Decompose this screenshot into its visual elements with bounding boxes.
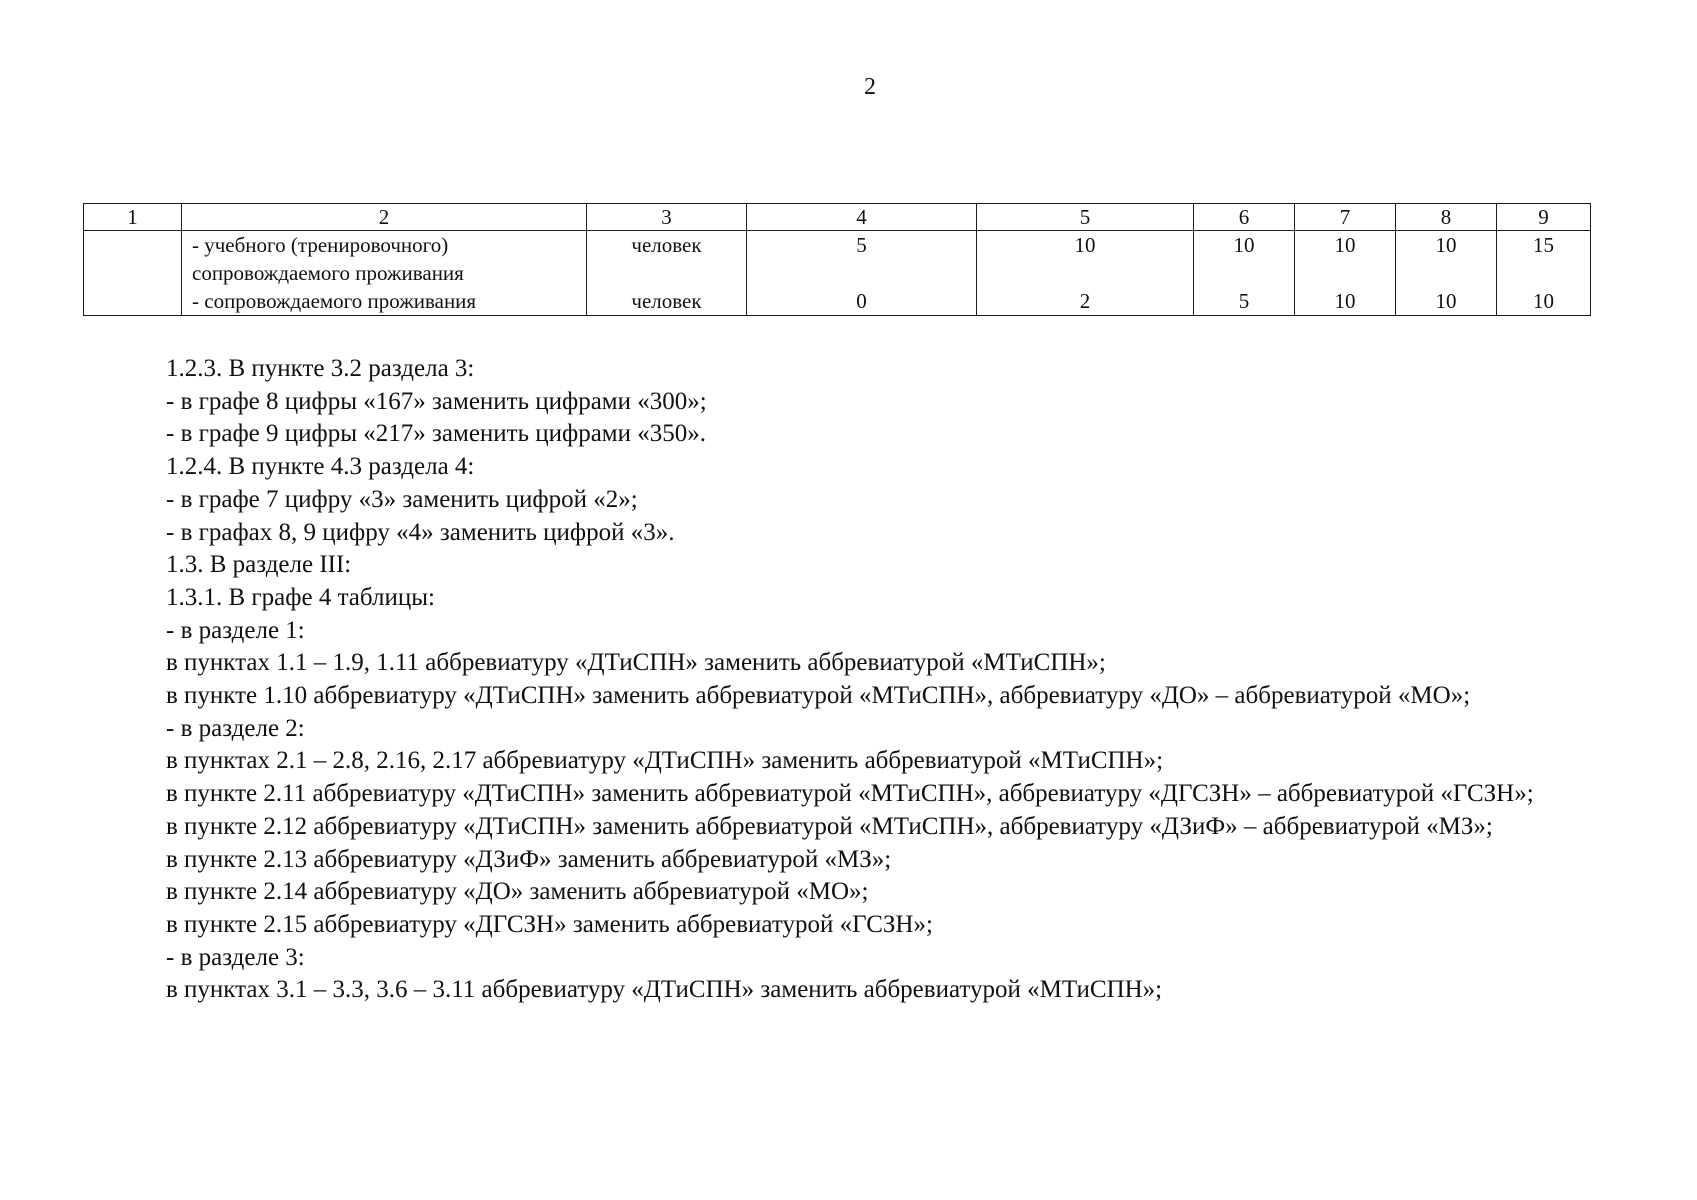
table-header-cell: 2 bbox=[182, 204, 587, 231]
table-header-row bbox=[84, 204, 1591, 231]
table-header-cell: 1 bbox=[84, 204, 182, 231]
paragraph: - в графах 8, 9 цифру «4» заменить цифрой «3». bbox=[166, 518, 675, 546]
table-cell-value bbox=[1396, 231, 1497, 288]
table-cell-label bbox=[182, 287, 587, 316]
value-text: 5 bbox=[1238, 289, 1250, 313]
value-text: 10 bbox=[1533, 289, 1554, 313]
value-text: 0 bbox=[856, 289, 867, 313]
table-cell-value bbox=[747, 287, 977, 316]
table-header-cell: 7 bbox=[1295, 204, 1396, 231]
table-cell-label-line: - учебного (тренировочного) bbox=[192, 233, 449, 257]
table-header-cell: 9 bbox=[1497, 204, 1591, 231]
table-cell-value bbox=[1497, 287, 1591, 316]
paragraph: - в разделе 3: bbox=[166, 943, 305, 971]
table-header-cell: 8 bbox=[1396, 204, 1497, 231]
table-cell-unit bbox=[587, 287, 747, 316]
table-cell-label bbox=[182, 231, 587, 288]
table-cell-value bbox=[747, 231, 977, 288]
table-header-cell: 4 bbox=[747, 204, 977, 231]
document-body bbox=[93, 353, 1577, 1007]
value-text: 10 bbox=[1334, 233, 1356, 257]
paragraph: в пунктах 2.1 – 2.8, 2.16, 2.17 аббревиатуру «ДТиСПН» заменить аббревиатурой «МТиСПН»; bbox=[166, 747, 1164, 775]
paragraph: в пунктах 1.1 – 1.9, 1.11 аббревиатуру «ДТиСПН» заменить аббревиатурой «МТиСПН»; bbox=[166, 649, 1106, 677]
table-cell-label-line: сопровождаемого проживания bbox=[192, 261, 464, 285]
paragraph: в пунктах 3.1 – 3.3, 3.6 – 3.11 аббревиатуру «ДТиСПН» заменить аббревиатурой «МТиСПН»; bbox=[166, 976, 1163, 1004]
paragraph: - в графе 8 цифры «167» заменить цифрами «300»; bbox=[166, 387, 707, 415]
value-text: 2 bbox=[1079, 289, 1091, 313]
value-text: 15 bbox=[1533, 233, 1554, 257]
value-text: 10 bbox=[1233, 233, 1255, 257]
paragraph: - в графе 7 цифру «3» заменить цифрой «2»; bbox=[166, 485, 638, 513]
paragraph: в пункте 1.10 аббревиатуру «ДТиСПН» заменить аббревиатурой «МТиСПН», аббревиатуру «ДО» – аббревиатурой «МО»; bbox=[166, 682, 1471, 710]
table-row bbox=[84, 287, 1591, 316]
table-cell-value bbox=[1194, 231, 1295, 288]
paragraph: в пункте 2.12 аббревиатуру «ДТиСПН» заменить аббревиатурой «МТиСПН», аббревиатуру «ДЗиФ» – аббревиатурой «МЗ»; bbox=[166, 812, 1493, 840]
table-header-cell: 6 bbox=[1194, 204, 1295, 231]
value-text: 10 bbox=[1435, 233, 1457, 257]
paragraph: в пункте 2.14 аббревиатуру «ДО» заменить аббревиатурой «МО»; bbox=[166, 878, 869, 906]
table-cell-unit bbox=[587, 231, 747, 288]
table-cell-value bbox=[1194, 287, 1295, 316]
paragraph: в пункте 2.15 аббревиатуру «ДГСЗН» заменить аббревиатурой «ГСЗН»; bbox=[166, 910, 933, 938]
paragraph: в пункте 2.11 аббревиатуру «ДТиСПН» заменить аббревиатурой «МТиСПН», аббревиатуру «ДГСЗН» – аббревиатурой «ГСЗН»; bbox=[166, 780, 1534, 808]
page-number: 2 bbox=[864, 74, 876, 100]
table-cell-value bbox=[1295, 231, 1396, 288]
table-row bbox=[84, 231, 1591, 288]
table-cell-number bbox=[84, 231, 182, 316]
paragraph: - в графе 9 цифры «217» заменить цифрами «350». bbox=[166, 420, 707, 448]
value-text: 10 bbox=[1435, 289, 1457, 313]
table-cell-value bbox=[977, 231, 1194, 288]
value-text: 10 bbox=[1334, 289, 1356, 313]
table-cell-value bbox=[1396, 287, 1497, 316]
paragraph: 1.2.3. В пункте 3.2 раздела 3: bbox=[166, 355, 475, 382]
paragraph: 1.3.1. В графе 4 таблицы: bbox=[166, 583, 435, 611]
data-table bbox=[83, 203, 1591, 316]
paragraph: - в разделе 2: bbox=[166, 714, 305, 742]
table-header-cell: 3 bbox=[587, 204, 747, 231]
value-text: 10 bbox=[1074, 233, 1096, 257]
value-text: 5 bbox=[856, 233, 867, 257]
paragraph: 1.2.4. В пункте 4.3 раздела 4: bbox=[166, 453, 475, 481]
table-cell-value bbox=[977, 287, 1194, 316]
table-cell-label-line: - сопровождаемого проживания bbox=[192, 289, 477, 313]
unit-text: человек bbox=[631, 289, 702, 313]
paragraph: - в разделе 1: bbox=[166, 616, 305, 644]
paragraph: 1.3. В разделе III: bbox=[166, 551, 352, 579]
paragraph: в пункте 2.13 аббревиатуру «ДЗиФ» заменить аббревиатурой «МЗ»; bbox=[166, 845, 892, 873]
unit-text: человек bbox=[631, 233, 702, 257]
table-header-cell: 5 bbox=[977, 204, 1194, 231]
table-cell-value bbox=[1295, 287, 1396, 316]
table-cell-value bbox=[1497, 231, 1591, 288]
